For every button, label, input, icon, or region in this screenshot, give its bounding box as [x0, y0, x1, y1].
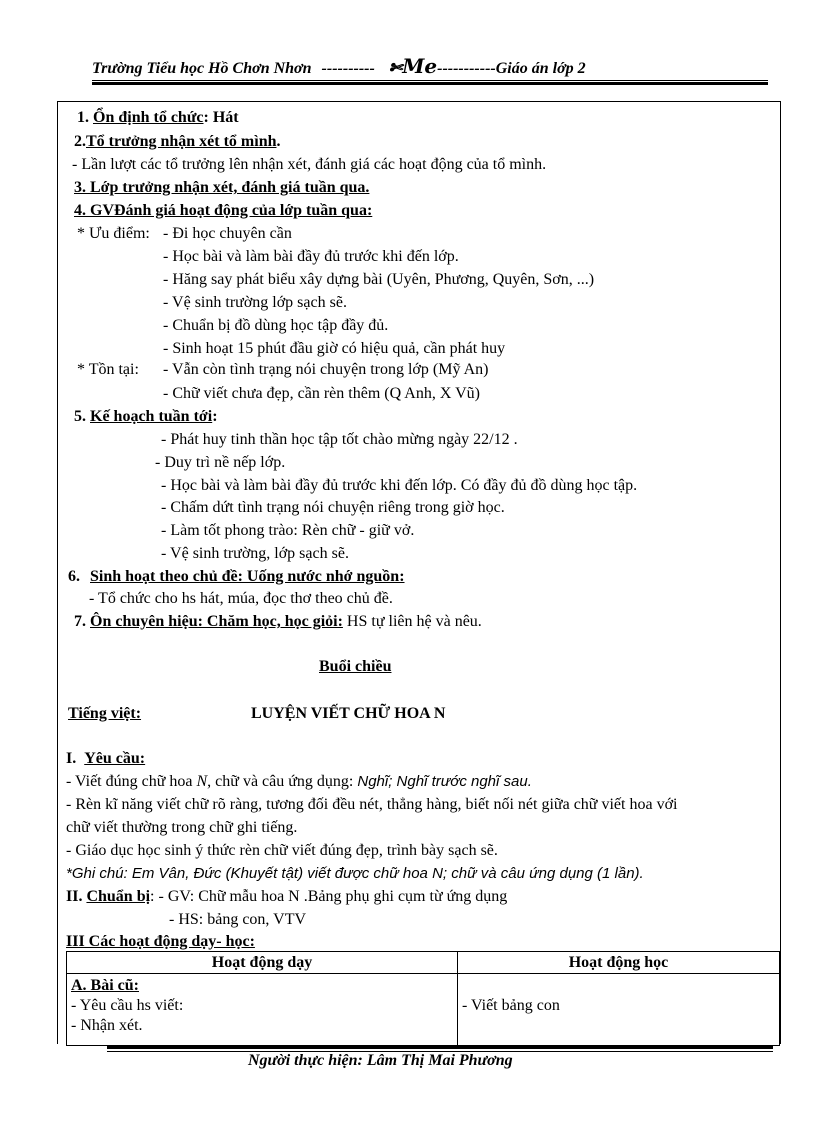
uu-diem-label: * Ưu điểm:	[77, 225, 150, 242]
uu-item: - Học bài và làm bài đầy đủ trước khi đến lớp.	[163, 248, 459, 265]
plan-item: - Phát huy tinh thần học tập tốt chào mừng ngày 22/12 .	[161, 431, 518, 448]
plan-item: - Vệ sinh trường, lớp sạch sẽ.	[161, 545, 349, 562]
ton-tai-label: * Tồn tại:	[77, 361, 139, 378]
header-rule-thin	[92, 80, 768, 81]
teach-line: - Yêu cầu hs viết:	[71, 997, 184, 1014]
uu-item: - Hăng say phát biểu xây dựng bài (Uyên, Phương, Quyên, Sơn, ...)	[163, 271, 595, 288]
plan-item: - Chấm dứt tình trạng nói chuyện riêng trong giờ học.	[161, 499, 505, 516]
section-5-title: Kế hoạch tuần tới	[90, 408, 213, 425]
preparation: II. Chuẩn bị: - GV: Chữ mẫu hoa N .Bảng phụ ghi cụm từ ứng dụng	[66, 888, 508, 905]
section-5: 5. Kế hoạch tuần tới:	[74, 408, 218, 425]
col-teach-header: Hoạt động dạy	[67, 952, 458, 974]
page-header	[92, 54, 586, 78]
learn-cell	[458, 974, 780, 1046]
lesson-title: LUYỆN VIẾT CHỮ HOA N	[251, 705, 446, 722]
requirement-1: - Viết đúng chữ hoa N, chữ và câu ứng dụng: Nghĩ; Nghĩ trước nghĩ sau.	[66, 773, 532, 790]
frame-top-rule	[57, 101, 780, 102]
ton-item: - Chữ viết chưa đẹp, cần rèn thêm (Q Anh, X Vũ)	[163, 385, 480, 402]
uu-item: - Đi học chuyên cần	[163, 225, 292, 242]
section-7: 7. Ôn chuyên hiệu: Chăm học, học giỏi: HS tự liên hệ và nêu.	[74, 613, 482, 630]
section-6-line: - Tổ chức cho hs hát, múa, đọc thơ theo chủ đề.	[89, 590, 393, 607]
note: *Ghi chú: Em Vân, Đức (Khuyết tật) viết được chữ hoa N; chữ và câu ứng dụng (1 lần).	[66, 865, 644, 882]
requirement-2-cont: chữ viết thường trong chữ ghi tiếng.	[66, 819, 298, 836]
uu-item: - Vệ sinh trường lớp sạch sẽ.	[163, 294, 347, 311]
col-learn-header: Hoạt động học	[458, 952, 780, 974]
subject-label: Tiếng việt:	[68, 705, 142, 722]
ton-item: - Vẫn còn tình trạng nói chuyện trong lớp (Mỹ An)	[163, 361, 489, 378]
teach-cell	[67, 974, 458, 1046]
header-logo: ✄Me	[388, 54, 438, 78]
learn-line: - Viết bảng con	[462, 997, 560, 1014]
footer-author: Người thực hiện: Lâm Thị Mai Phương	[248, 1052, 513, 1069]
section-3: 3. Lớp trưởng nhận xét, đánh giá tuần qua.	[74, 179, 370, 196]
plan-item: - Làm tốt phong trào: Rèn chữ - giữ vở.	[161, 522, 415, 539]
section-2: 2.Tổ trưởng nhận xét tổ mình.	[74, 133, 281, 150]
teach-line: - Nhận xét.	[71, 1017, 143, 1034]
requirement-3: - Giáo dục học sinh ý thức rèn chữ viết đúng đẹp, trình bày sạch sẽ.	[66, 842, 498, 859]
header-rule-thick	[92, 82, 768, 85]
header-dashes-right: -----------	[437, 60, 496, 77]
section-7-title: Ôn chuyên hiệu: Chăm học, học giỏi:	[90, 613, 343, 630]
requirement-2: - Rèn kĩ năng viết chữ rõ ràng, tương đối đều nét, thẳng hàng, biết nối nét giữa chữ viết hoa với	[66, 796, 678, 813]
uu-item: - Sinh hoạt 15 phút đầu giờ có hiệu quả, cần phát huy	[163, 340, 506, 357]
section-2-line: - Lần lượt các tổ trưởng lên nhận xét, đánh giá các hoạt động của tổ mình.	[72, 156, 547, 173]
section-1: 1. Ổn định tổ chức: Hát	[77, 109, 239, 126]
afternoon-heading: Buổi chiều	[319, 658, 392, 675]
section-6: 6. Sinh hoạt theo chủ đề: Uống nước nhớ nguồn:	[68, 568, 405, 585]
header-dashes-left: ----------	[321, 60, 375, 77]
activities-heading: III Các hoạt động dạy- học:	[66, 933, 255, 950]
plan-item: - Duy trì nề nếp lớp.	[155, 454, 286, 471]
section-6-title: Sinh hoạt theo chủ đề: Uống nước nhớ nguồn:	[90, 568, 405, 585]
uu-item: - Chuẩn bị đồ dùng học tập đầy đủ.	[163, 317, 389, 334]
section-4: 4. GVĐánh giá hoạt động của lớp tuần qua:	[74, 202, 373, 219]
preparation-hs: - HS: bảng con, VTV	[169, 911, 307, 928]
class-plan: Giáo án lớp 2	[495, 60, 586, 77]
requirements-heading: I. Yêu cầu:	[66, 750, 146, 767]
activity-table	[66, 951, 780, 1046]
footer-rule-thick	[107, 1046, 773, 1049]
plan-item: - Học bài và làm bài đầy đủ trước khi đến lớp. Có đầy đủ đồ dùng học tập.	[161, 477, 638, 494]
section-1-title: Ổn định tổ chức	[93, 109, 204, 126]
school-name: Trường Tiểu học Hồ Chơn Nhơn	[92, 60, 312, 77]
old-lesson-title: A. Bài cũ:	[71, 977, 139, 994]
section-2-title: Tổ trưởng nhận xét tổ mình	[86, 133, 277, 150]
